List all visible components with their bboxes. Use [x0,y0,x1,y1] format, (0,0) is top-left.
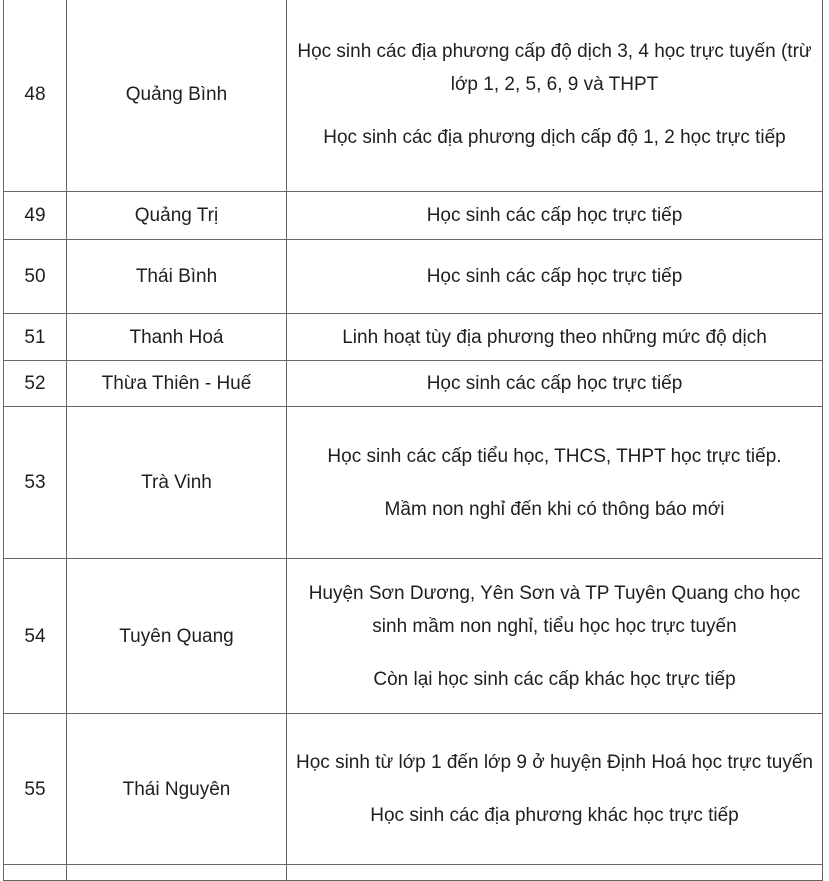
policy-line: Học sinh các cấp tiểu học, THCS, THPT học trực tiếp. [327,445,782,467]
policy-description [287,361,823,407]
policy-line: Học sinh các cấp học trực tiếp [426,373,683,394]
policy-description [287,240,823,314]
province-name: Thái Bình [67,240,287,314]
table-row [4,407,823,559]
policy-description [287,0,823,192]
province-name: Quảng Bình [67,0,287,192]
policy-line: Học sinh các cấp học trực tiếp [426,266,683,287]
row-number: 50 [4,240,67,314]
policy-line: Còn lại học sinh các cấp khác học trực tiếp [373,668,736,690]
province-name: Thái Nguyên [67,714,287,865]
policy-description [287,314,823,361]
row-number: 53 [4,407,67,559]
policy-line: Học sinh từ lớp 1 đến lớp 9 ở huyện Định Hoá học trực tuyến [296,752,813,773]
table-row [4,240,823,314]
table-row [4,361,823,407]
table-row [4,0,823,192]
row-number: 49 [4,192,67,240]
province-name: Trà Vinh [67,407,287,559]
province-name: Tuyên Quang [67,559,287,714]
province-name: Quảng Trị [67,192,287,240]
policy-line: Huyện Sơn Dương, Yên Sơn và TP Tuyên Quang cho học sinh mầm non nghỉ, tiểu học học trực tuyến [308,582,801,637]
policy-description [287,559,823,714]
row-number: 52 [4,361,67,407]
policy-description [287,407,823,559]
policy-line: Linh hoạt tùy địa phương theo những mức độ dịch [342,326,767,348]
table-row [4,559,823,714]
table-row [4,192,823,240]
school-status-table [3,0,823,881]
table-row [4,714,823,865]
table-row [4,314,823,361]
policy-line: Học sinh các cấp học trực tiếp [426,205,683,226]
policy-line: Học sinh các địa phương dịch cấp độ 1, 2 học trực tiếp [323,127,786,148]
row-number: 55 [4,714,67,865]
policy-description [287,192,823,240]
row-number: 51 [4,314,67,361]
province-name: Thừa Thiên - Huế [67,361,287,407]
row-number: 48 [4,0,67,192]
policy-line: Học sinh các địa phương cấp độ dịch 3, 4 học trực tuyến (trừ lớp 1, 2, 5, 6, 9 và THPT [297,41,812,95]
policy-description [287,714,823,865]
row-number: 54 [4,559,67,714]
policy-line: Học sinh các địa phương khác học trực tiếp [370,805,739,826]
province-name: Thanh Hoá [67,314,287,361]
policy-line: Mầm non nghỉ đến khi có thông báo mới [384,498,725,520]
